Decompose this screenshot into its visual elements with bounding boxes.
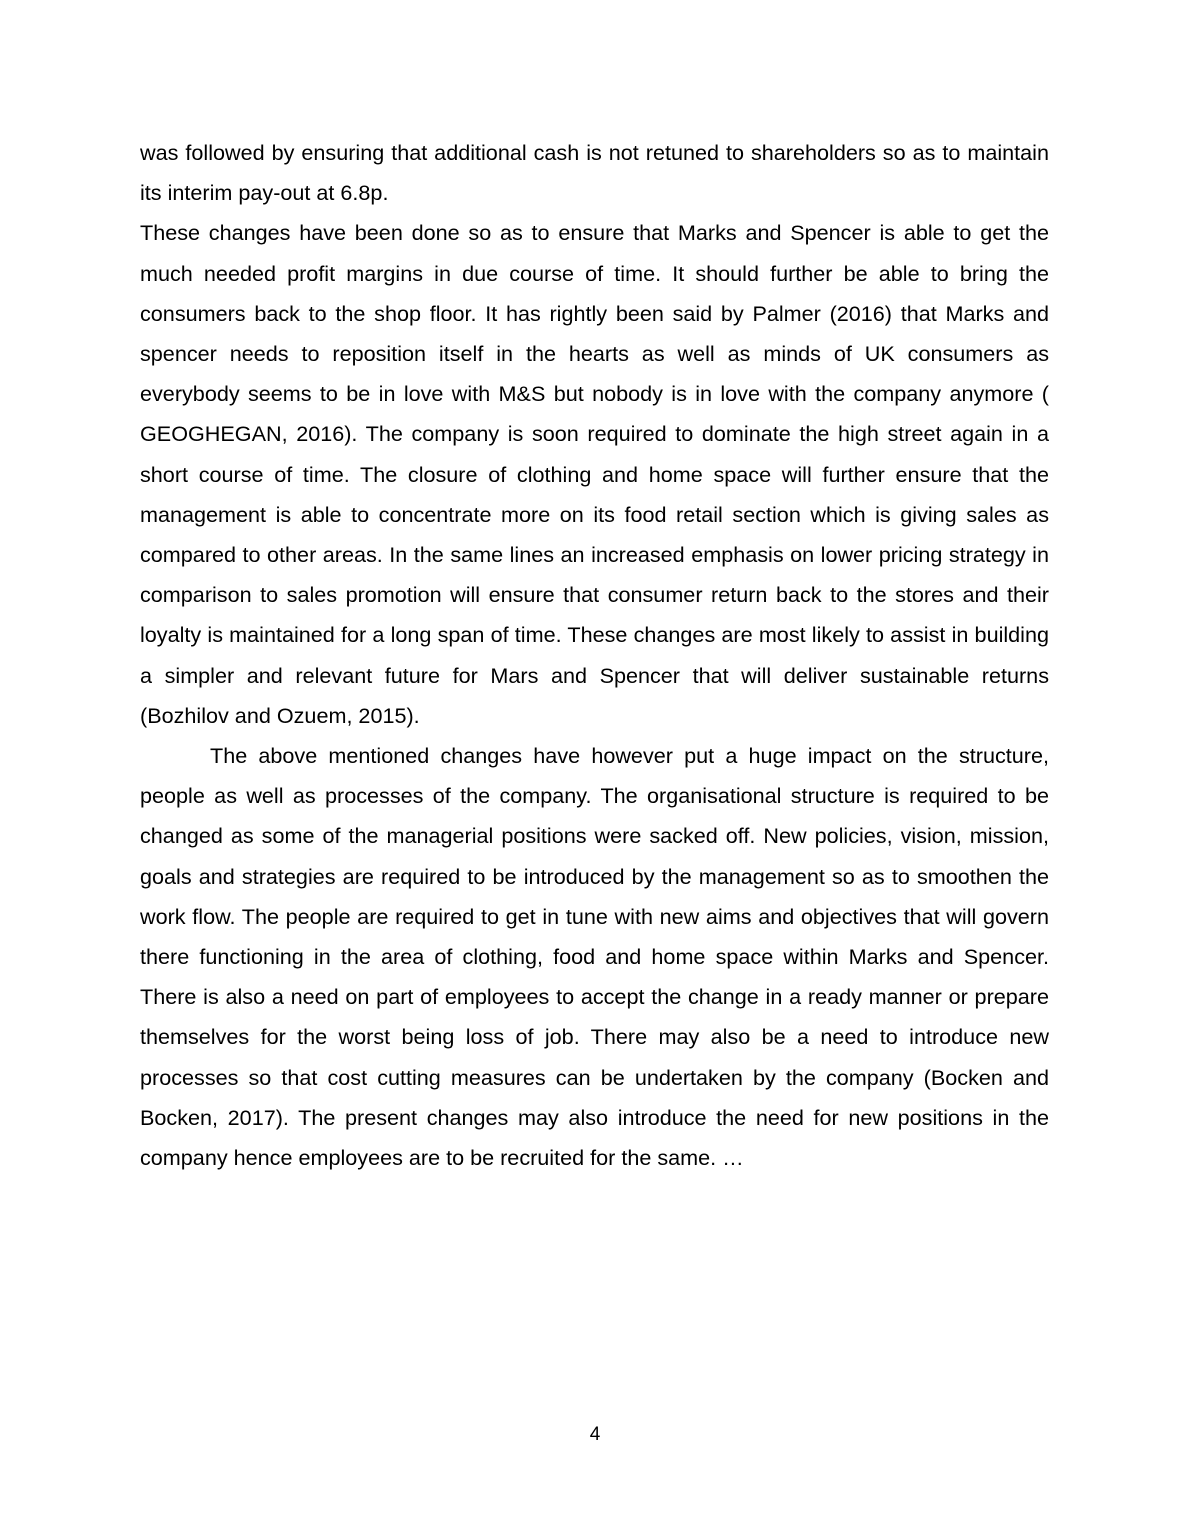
page-body <box>140 133 1049 1178</box>
page-number: 4 <box>589 1424 601 1445</box>
paragraph-impact-on-structure: The above mentioned changes have however put a huge impact on the structure, people as well as processes of the company. The organisational structure is required to be changed as some of the managerial positions were sacked off. New policies, vision, mission, goals and strategies are required to be introduced by the management so as to smoothen the work flow. The people are required to get in tune with new aims and objectives that will govern there functioning in the area of clothing, food and home space within Marks and Spencer. There is also a need on part of employees to accept the change in a ready manner or prepare themselves for the worst being loss of job. There may also be a need to introduce new processes so that cost cutting measures can be undertaken by the company (Bocken and Bocken, 2017). The present changes may also introduce the need for new positions in the company hence employees are to be recruited for the same. … <box>140 743 1049 1171</box>
paragraph-changes-rationale: These changes have been done so as to ensure that Marks and Spencer is able to get the much needed profit margins in due course of time. It should further be able to bring the consumers back to the shop floor. It has rightly been said by Palmer (2016) that Marks and spencer needs to reposition itself in the hearts as well as minds of UK consumers as everybody seems to be in love with M&S but nobody is in love with the company anymore ( GEOGHEGAN, 2016). The company is soon required to dominate the high street again in a short course of time. The closure of clothing and home space will further ensure that the management is able to concentrate more on its food retail section which is giving sales as compared to other areas. In the same lines an increased emphasis on lower pricing strategy in comparison to sales promotion will ensure that consumer return back to the stores and their loyalty is maintained for a long span of time. These changes are most likely to assist in building a simpler and relevant future for Mars and Spencer that will deliver sustainable returns (Bozhilov and Ozuem, 2015). <box>140 220 1049 728</box>
paragraph-continuation: was followed by ensuring that additional cash is not retuned to shareholders so as to maintain its interim pay-out at 6.8p. <box>140 140 1049 206</box>
